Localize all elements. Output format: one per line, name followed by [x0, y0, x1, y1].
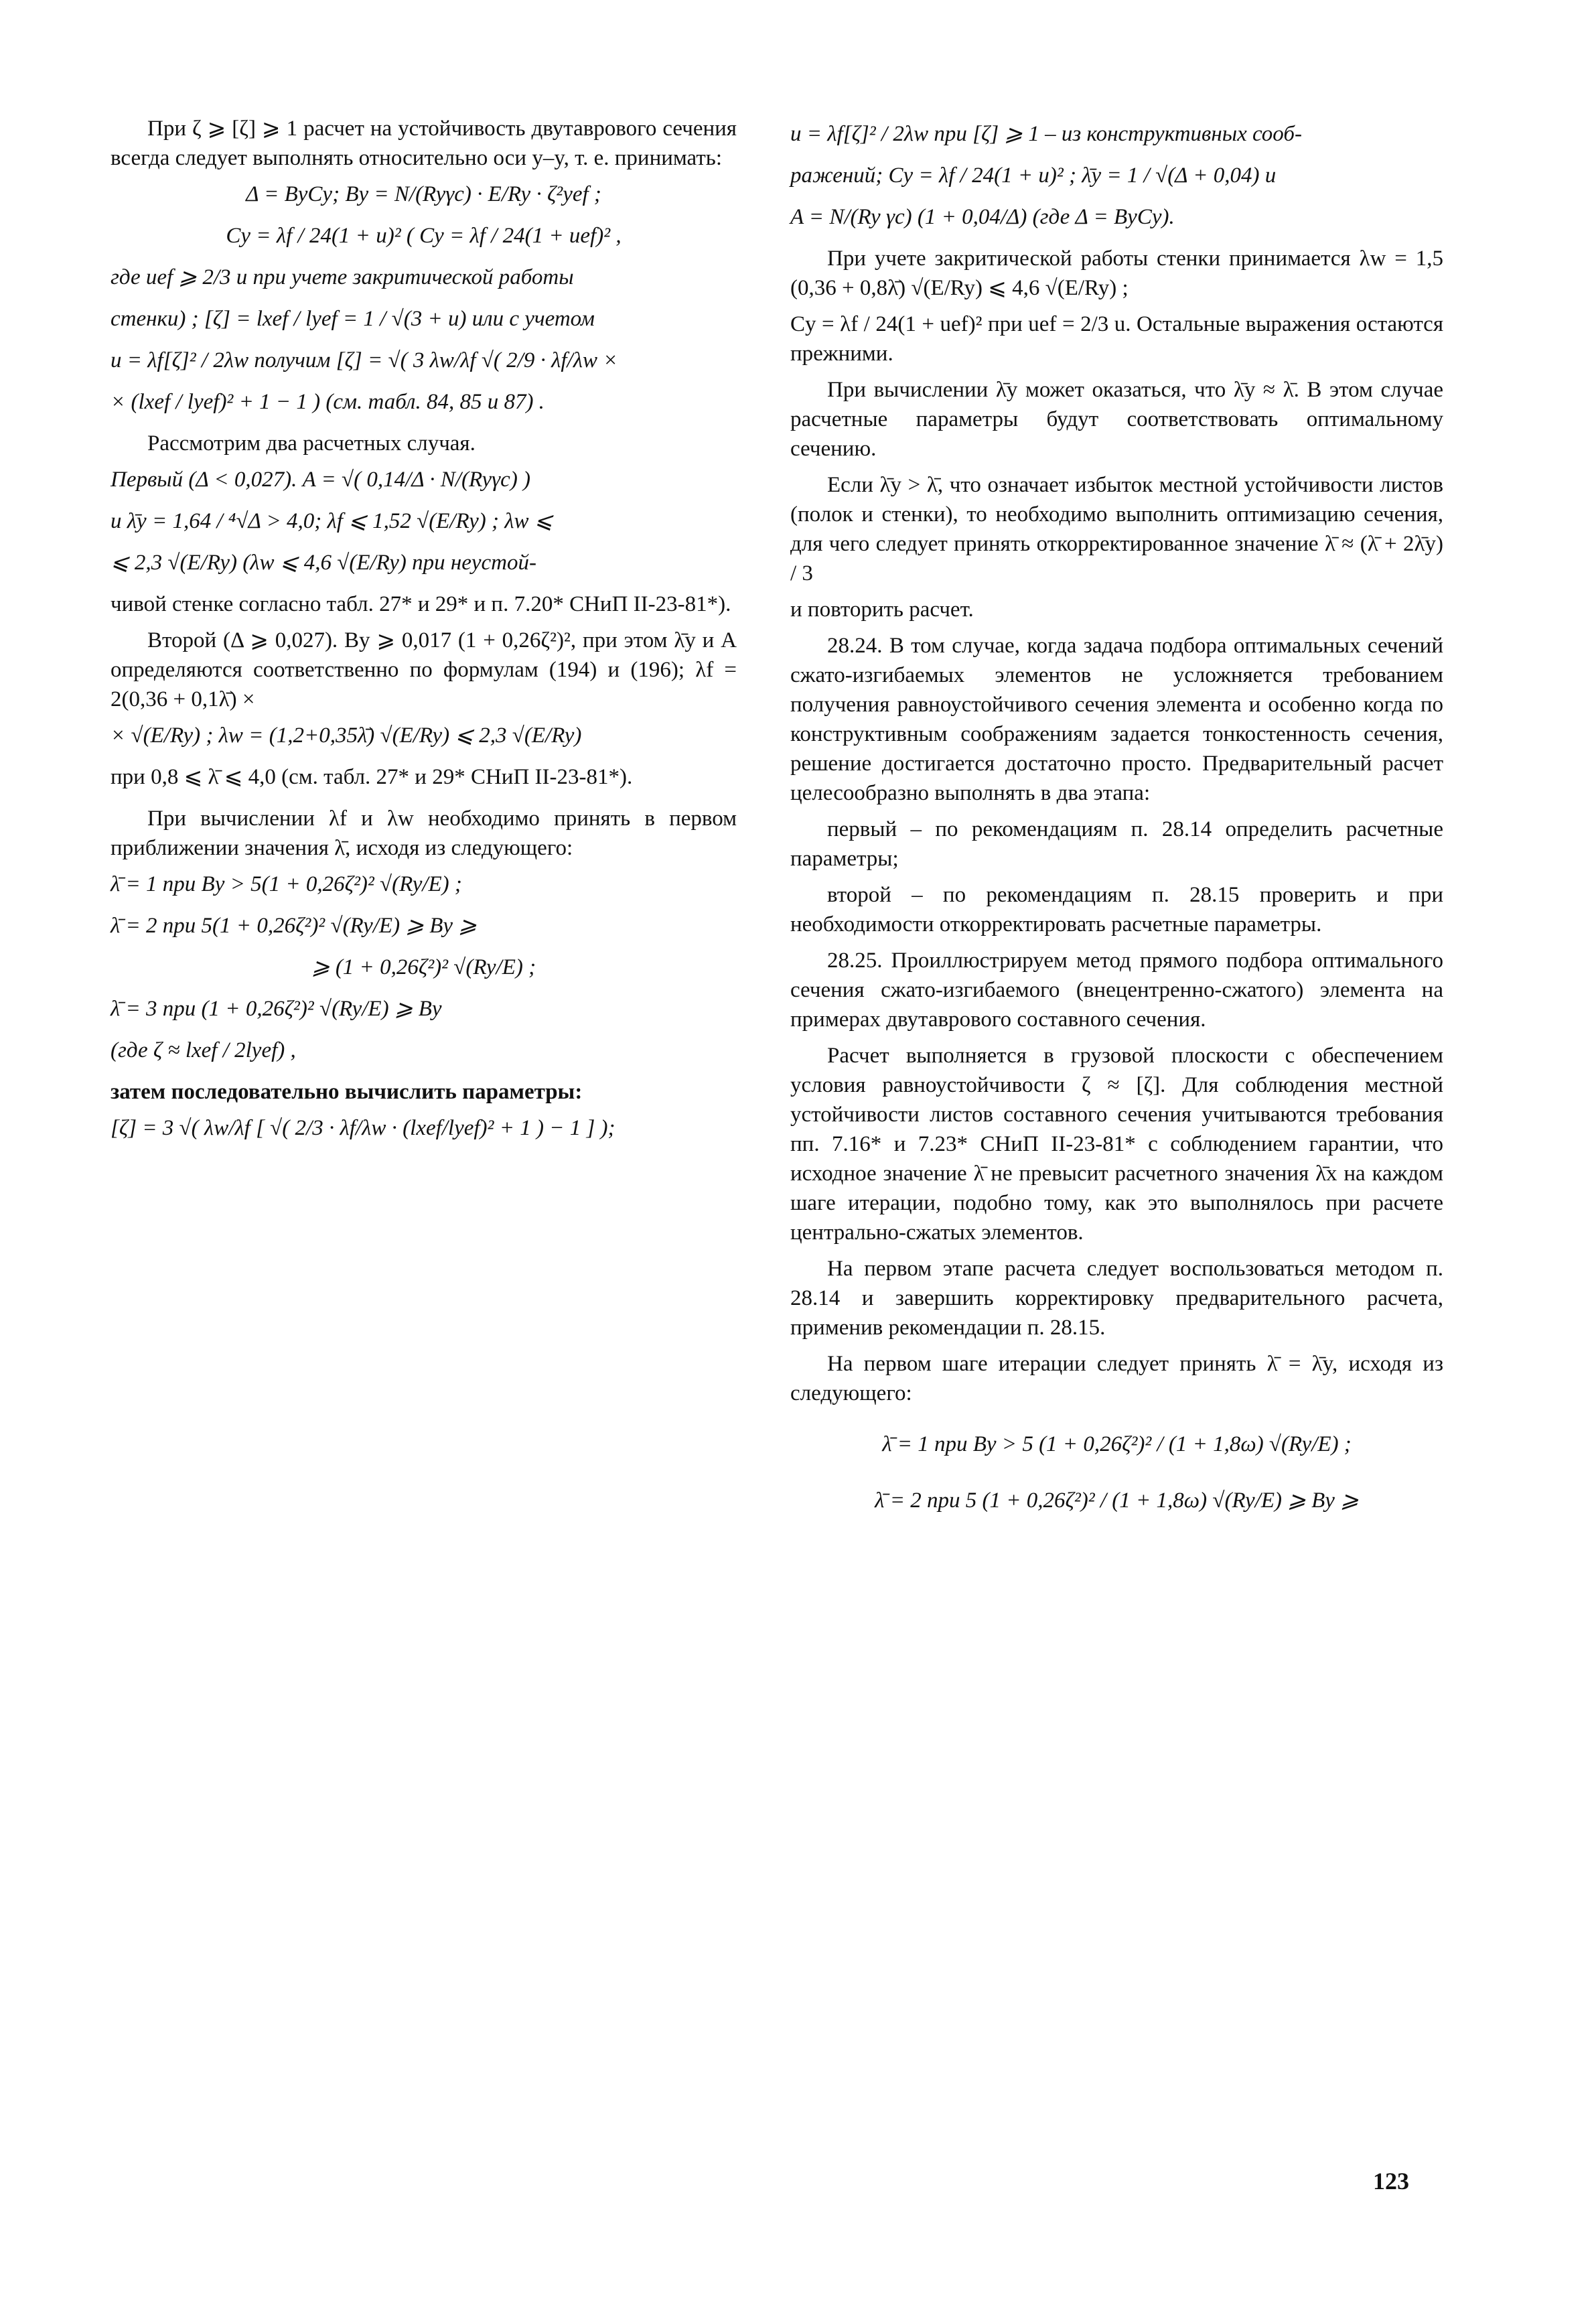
formula-second-cond: × √(E/Ry) ; λw = (1,2+0,35λ̄) √(E/Ry) ⩽ 2,3 √(E/Ry) — [111, 723, 582, 748]
intro-paragraph: При ζ ⩾ [ζ] ⩾ 1 расчет на устойчивость двутаврового сечения всегда следует выполнять относительно оси y–y, т. е. принимать: — [111, 117, 737, 170]
stage1-paragraph: первый – по рекомендациям п. 28.14 определить расчетные параметры; — [790, 817, 1443, 871]
formula-cy-right: ражений; Cy = λf / 24(1 + u)² ; λ̄y = 1 / √(Δ + 0,04) и — [790, 163, 1277, 188]
page-number: 123 — [1373, 2168, 1409, 2195]
formula-u-right: u = λf[ζ]² / 2λw при [ζ] ⩾ 1 – из конструктивных сооб- — [790, 122, 1302, 146]
cases-paragraph: Рассмотрим два расчетных случая. — [147, 431, 476, 456]
formula-web: стенки) ; [ζ] = lxef / lyef = 1 / √(3 + u) или с учетом — [111, 307, 595, 331]
formula-r-lam2: λ̄ = 2 при 5 (1 + 0,26ζ²)² / (1 + 1,8ω) √(Ry/E) ⩾ By ⩾ — [875, 1488, 1359, 1513]
formula-a-right: A = N/(Ry γc) (1 + 0,04/Δ) (где Δ = ByCy). — [790, 205, 1175, 229]
section-28-24: 28.24. В том случае, когда задача подбора оптимальных сечений сжато-изгибаемых элементов не усложняется требованием получения равноустойчивого сечения элемента и особенно когда по конструктивным соображениям задается тонкостенность сечения, решение достигается достаточно просто. Предварительный расчет целесообразно выполнять в два этапа: — [790, 634, 1443, 805]
formula-where: где uef ⩾ 2/3 u при учете закритической работы — [111, 265, 574, 289]
formula-delta: Δ = ByCy; By = N/(Ryγc) · E/Ry · ζ²yef ; — [246, 182, 601, 206]
calc3-paragraph: Расчет выполняется в грузовой плоскости с обеспечением условия равноустойчивости ζ ≈ [ζ]. Для соблюдения местной устойчивости листов составного сечения учитываются требования пп. 7.16* и 7.23* СНиП II-23-81* с соблюдением гарантии, что исходное значение λ̄ не превысит расчетного значения λ̄x на каждом шаге итерации, подобно тому, как это выполнялось при расчете центрально-сжатых элементов. — [790, 1044, 1443, 1245]
formula-cy: Cy = λf / 24(1 + u)² ( Cy = λf / 24(1 + uef)² , — [226, 224, 622, 248]
formula-zeta: (где ζ ≈ lxef / 2lyef) , — [111, 1038, 296, 1062]
formula-second-range: при 0,8 ⩽ λ̄ ⩽ 4,0 (см. табл. 27* и 29* СНиП II-23-81*). — [111, 765, 633, 789]
then-paragraph: затем последовательно вычислить параметры: — [111, 1080, 583, 1104]
stage2-paragraph: второй – по рекомендациям п. 28.15 проверить и при необходимости откорректировать расчетные параметры. — [790, 883, 1443, 936]
formula-first: Первый (Δ < 0,027). A = √( 0,14/Δ · N/(Ryγc) ) — [111, 468, 531, 492]
calc2-paragraph: При вычислении λ̄y может оказаться, что λ̄y ≈ λ̄. В этом случае расчетные параметры будут соответствовать оптимальному сечению. — [790, 378, 1443, 461]
formula-u: u = λf[ζ]² / 2λw получим [ζ] = √( 3 λw/λf √( 2/9 · λf/λw × — [111, 348, 618, 372]
stage-first-paragraph: На первом этапе расчета следует воспользоваться методом п. 28.14 и завершить корректировку предварительного расчета, применив рекомендации п. 28.15. — [790, 1257, 1443, 1340]
formula-lam2: λ̄ = 2 при 5(1 + 0,26ζ²)² √(Ry/E) ⩾ By ⩾ — [111, 914, 477, 938]
right-column — [790, 114, 1443, 1527]
left-column — [111, 114, 737, 1155]
formula-final: [ζ] = 3 √( λw/λf [ √( 2/3 · λf/λw · (lxef/lyef)² + 1 ) − 1 ] ); — [111, 1116, 615, 1140]
formula-first-cond: и λ̄y = 1,64 / ⁴√Δ > 4,0; λf ⩽ 1,52 √(E/Ry) ; λw ⩽ — [111, 509, 553, 533]
cy2-paragraph: Cy = λf / 24(1 + uef)² при uef = 2/3 u. Остальные выражения остаются прежними. — [790, 312, 1443, 366]
formula-lam2b: ⩾ (1 + 0,26ζ²)² √(Ry/E) ; — [311, 955, 536, 979]
section-28-25: 28.25. Проиллюстрируем метод прямого подбора оптимального сечения сжато-изгибаемого (внецентренно-сжатого) элемента на примерах двутаврового составного сечения. — [790, 949, 1443, 1032]
repeat-paragraph: и повторить расчет. — [790, 598, 974, 622]
formula-lam1: λ̄ = 1 при By > 5(1 + 0,26ζ²)² √(Ry/E) ; — [111, 872, 462, 896]
formula-first-cond2: ⩽ 2,3 √(E/Ry) (λw ⩽ 4,6 √(E/Ry) при неустой- — [111, 551, 536, 575]
second-paragraph: Второй (Δ ⩾ 0,027). By ⩾ 0,017 (1 + 0,26ζ²)², при этом λ̄y и A определяются соответственно по формулам (194) и (196); λf = 2(0,36 + 0,1λ̄) × — [111, 628, 737, 711]
first-text: чивой стенке согласно табл. 27* и 29* и п. 7.20* СНиП II-23-81*). — [111, 592, 731, 616]
formula-lam3: λ̄ = 3 при (1 + 0,26ζ²)² √(Ry/E) ⩾ By — [111, 997, 442, 1021]
supercritical-paragraph: При учете закритической работы стенки принимается λw = 1,5 (0,36 + 0,8λ̄) √(E/Ry) ⩽ 4,6 √(E/Ry) ; — [790, 247, 1443, 300]
calc-paragraph: При вычислении λf и λw необходимо принять в первом приближении значения λ̄, исходя из следующего: — [111, 807, 737, 860]
step1-paragraph: На первом шаге итерации следует принять λ̄ = λ̄y, исходя из следующего: — [790, 1352, 1443, 1405]
if-paragraph: Если λ̄y > λ̄, что означает избыток местной устойчивости листов (полок и стенки), то необходимо выполнить оптимизацию сечения, для чего следует принять откорректированное значение λ̄ ≈ (λ̄ + 2λ̄y) / 3 — [790, 473, 1443, 585]
formula-times: × (lxef / lyef)² + 1 − 1 ) (см. табл. 84, 85 и 87) . — [111, 390, 545, 414]
formula-r-lam1: λ̄ = 1 при By > 5 (1 + 0,26ζ²)² / (1 + 1,8ω) √(Ry/E) ; — [882, 1432, 1352, 1456]
